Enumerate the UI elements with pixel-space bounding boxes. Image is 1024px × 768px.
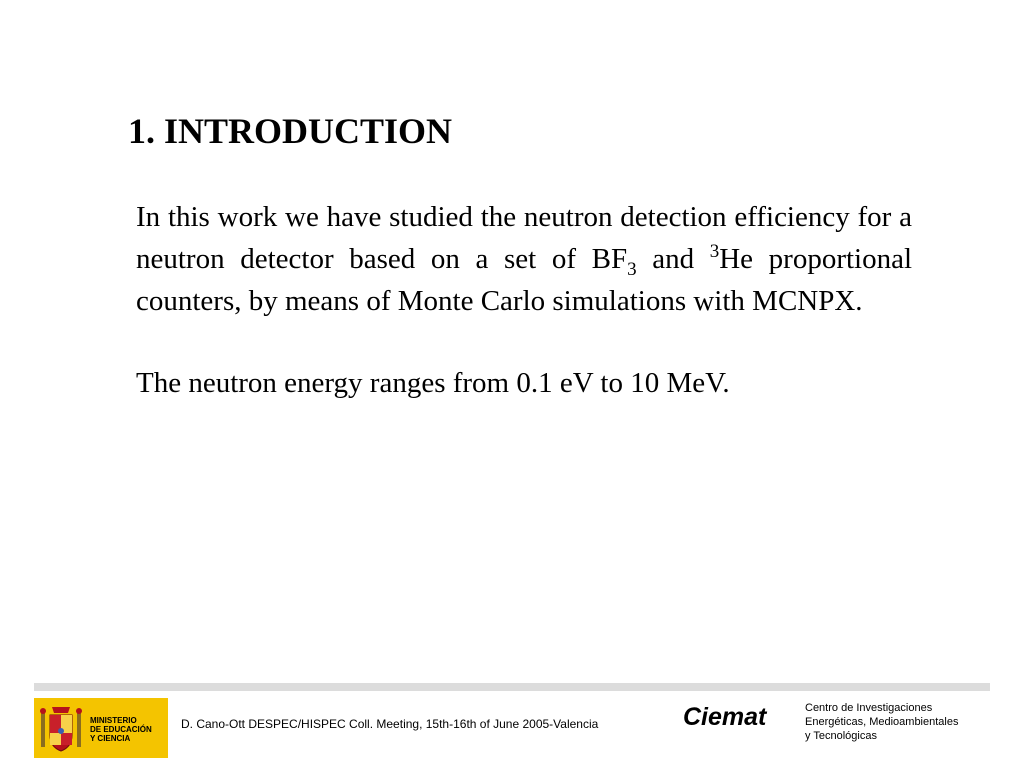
bf3-subscript: 3 — [627, 259, 637, 280]
slide-body — [136, 196, 912, 404]
energy-range-paragraph: The neutron energy ranges from 0.1 eV to 10 MeV. — [136, 367, 730, 399]
footer-citation: D. Cano-Ott DESPEC/HISPEC Coll. Meeting, 15th-16th of June 2005-Valencia — [181, 717, 599, 731]
intro-paragraph — [136, 196, 912, 322]
slide-title: 1. INTRODUCTION — [128, 111, 453, 151]
coat-of-arms-icon — [38, 703, 84, 753]
intro-text-part3: He proportional counters, by means of Monte Carlo simulations with MCNPX. — [136, 243, 913, 317]
ministry-logo — [34, 698, 168, 758]
intro-text-part1: In this work we have studied the neutron detection efficiency for a neutron detector based on a set of BF — [136, 201, 912, 275]
ciemat-logo: Ciemat — [683, 703, 767, 731]
ministry-name: MINISTERIO DE EDUCACIÓN Y CIENCIA — [90, 716, 152, 743]
ciemat-description: Centro de Investigaciones Energéticas, Medioambientales y Tecnológicas — [805, 702, 959, 742]
intro-text-part2: and — [636, 243, 710, 275]
footer-divider — [34, 683, 990, 691]
he3-superscript: 3 — [709, 241, 720, 262]
